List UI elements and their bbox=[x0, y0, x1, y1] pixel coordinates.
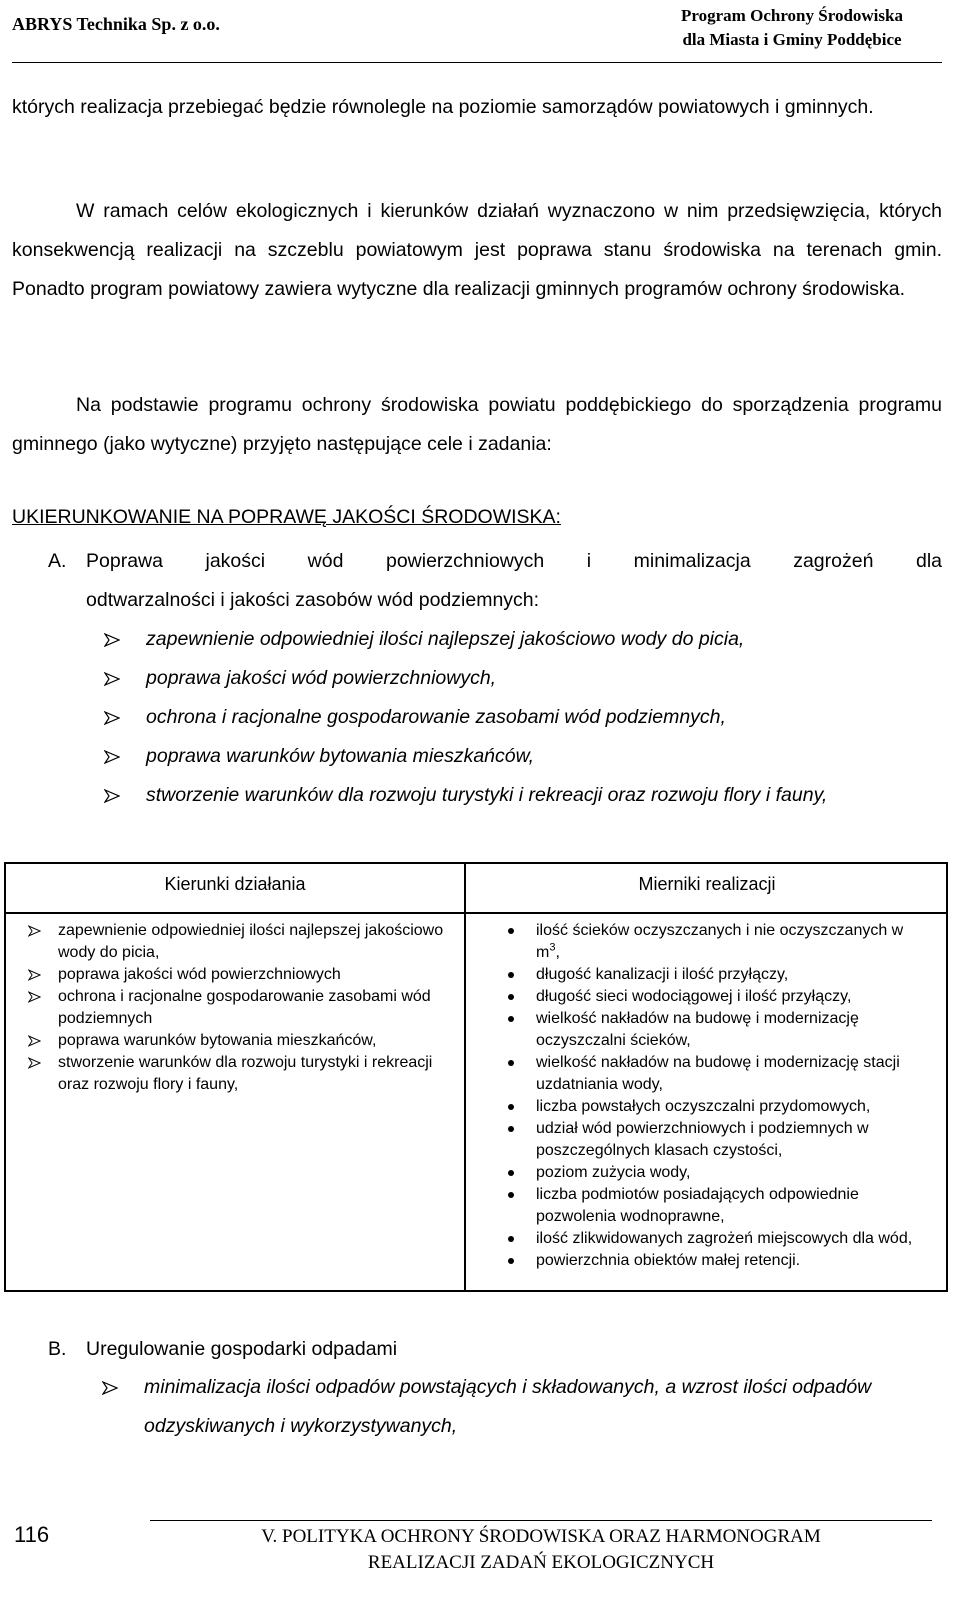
table-row: wielkość nakładów na budowę i modernizację oczyszczalni ścieków, bbox=[506, 1008, 926, 1052]
list-item: stworzenie warunków dla rozwoju turystyki i rekreacji oraz rozwoju flory i fauny, bbox=[100, 776, 942, 815]
page-number: 116 bbox=[14, 1522, 50, 1547]
footer-title bbox=[150, 1524, 932, 1576]
table-header-left: Kierunki działania bbox=[164, 874, 306, 894]
header-divider bbox=[12, 62, 942, 63]
paragraph-3: Na podstawie programu ochrony środowiska powiatu poddębickiego do sporządzenia programu gminnego (jako wytyczne) przyjęto następujące cele i zadania: bbox=[12, 394, 942, 455]
arrowhead-bullet-icon bbox=[28, 1035, 41, 1047]
arrowhead-bullet-icon bbox=[104, 633, 120, 647]
list-item: ochrona i racjonalne gospodarowanie zasobami wód podziemnych, bbox=[100, 698, 942, 737]
table-header-divider bbox=[6, 912, 946, 914]
section-heading: UKIERUNKOWANIE NA POPRAWĘ JAKOŚCI ŚRODOWISKA: bbox=[12, 506, 561, 528]
table-left-list bbox=[28, 920, 454, 1096]
table-row: stworzenie warunków dla rozwoju turystyki i rekreacji oraz rozwoju flory i fauny, bbox=[28, 1052, 454, 1096]
header-company: ABRYS Technika Sp. z o.o. bbox=[12, 14, 220, 34]
item-a-bullet-list bbox=[100, 620, 942, 815]
footer-divider bbox=[150, 1520, 932, 1521]
intro-paragraph: których realizacja przebiegać będzie równolegle na poziomie samorządów powiatowych i gminnych. bbox=[12, 96, 874, 118]
header-program bbox=[642, 4, 942, 52]
arrowhead-bullet-icon bbox=[104, 672, 120, 686]
table-column-divider bbox=[464, 864, 466, 1290]
table-row: zapewnienie odpowiedniej ilości najlepszej jakościowo wody do picia, bbox=[28, 920, 454, 964]
arrowhead-bullet-icon bbox=[104, 789, 120, 803]
table-header-right: Mierniki realizacji bbox=[638, 874, 776, 894]
item-b-label: B. bbox=[48, 1338, 67, 1360]
table-row: poziom zużycia wody, bbox=[506, 1162, 926, 1184]
footer-title-line1: V. POLITYKA OCHRONY ŚRODOWISKA ORAZ HARMONOGRAM bbox=[261, 1526, 821, 1547]
arrowhead-bullet-icon bbox=[104, 711, 120, 725]
list-item: poprawa warunków bytowania mieszkańców, bbox=[100, 737, 942, 776]
table-row: ilość zlikwidowanych zagrożeń miejscowych dla wód, bbox=[506, 1228, 926, 1250]
item-a bbox=[48, 542, 942, 620]
table-row: wielkość nakładów na budowę i modernizację stacji uzdatniania wody, bbox=[506, 1052, 926, 1096]
measures-table bbox=[4, 862, 948, 1292]
item-a-text-line2: odtwarzalności i jakości zasobów wód podziemnych: bbox=[86, 589, 540, 611]
table-row: ilość ścieków oczyszczanych i nie oczyszczanych w $m^3$, bbox=[506, 920, 926, 964]
table-row: udział wód powierzchniowych i podziemnych w poszczególnych klasach czystości, bbox=[506, 1118, 926, 1162]
item-a-label: A. bbox=[48, 550, 67, 572]
arrowhead-bullet-icon bbox=[28, 969, 41, 981]
header-program-line1: Program Ochrony Środowiska bbox=[681, 6, 903, 25]
table-row: powierzchnia obiektów małej retencji. bbox=[506, 1250, 926, 1272]
arrowhead-bullet-icon bbox=[28, 925, 41, 937]
item-b-title: Uregulowanie gospodarki odpadami bbox=[86, 1338, 398, 1360]
item-b bbox=[48, 1330, 397, 1369]
arrowhead-bullet-icon bbox=[28, 991, 41, 1003]
table-row: liczba powstałych oczyszczalni przydomowych, bbox=[506, 1096, 926, 1118]
item-a-text-line1: Poprawa jakości wód powierzchniowych i minimalizacja zagrożeń dla bbox=[86, 550, 942, 572]
list-item: minimalizacja ilości odpadów powstających i składowanych, a wzrost ilości odpadów odzyskiwanych i wykorzystywanych, bbox=[98, 1368, 898, 1446]
item-b-bullet-list bbox=[98, 1368, 898, 1446]
arrowhead-bullet-icon bbox=[104, 750, 120, 764]
table-row: ochrona i racjonalne gospodarowanie zasobami wód podziemnych bbox=[28, 986, 454, 1030]
arrowhead-bullet-icon bbox=[28, 1057, 41, 1069]
paragraph-2: W ramach celów ekologicznych i kierunków działań wyznaczono w nim przedsięwzięcia, których konsekwencją realizacji na szczeblu powiatowym jest poprawa stanu środowiska na terenach gmin. Ponadto program powiatowy zawiera wytyczne dla realizacji gminnych programów ochrony środowiska. bbox=[12, 200, 942, 300]
list-item: zapewnienie odpowiedniej ilości najlepszej jakościowo wody do picia, bbox=[100, 620, 942, 659]
table-row: liczba podmiotów posiadających odpowiednie pozwolenia wodnoprawne, bbox=[506, 1184, 926, 1228]
arrowhead-bullet-icon bbox=[102, 1381, 118, 1395]
table-row: poprawa jakości wód powierzchniowych bbox=[28, 964, 454, 986]
table-right-list bbox=[506, 920, 926, 1272]
table-row: długość kanalizacji i ilość przyłączy, bbox=[506, 964, 926, 986]
footer-title-line2: REALIZACJI ZADAŃ EKOLOGICZNYCH bbox=[367, 1552, 715, 1573]
list-item: poprawa jakości wód powierzchniowych, bbox=[100, 659, 942, 698]
table-row: poprawa warunków bytowania mieszkańców, bbox=[28, 1030, 454, 1052]
header-program-line2: dla Miasta i Gminy Poddębice bbox=[682, 30, 902, 49]
table-row: długość sieci wodociągowej i ilość przyłączy, bbox=[506, 986, 926, 1008]
